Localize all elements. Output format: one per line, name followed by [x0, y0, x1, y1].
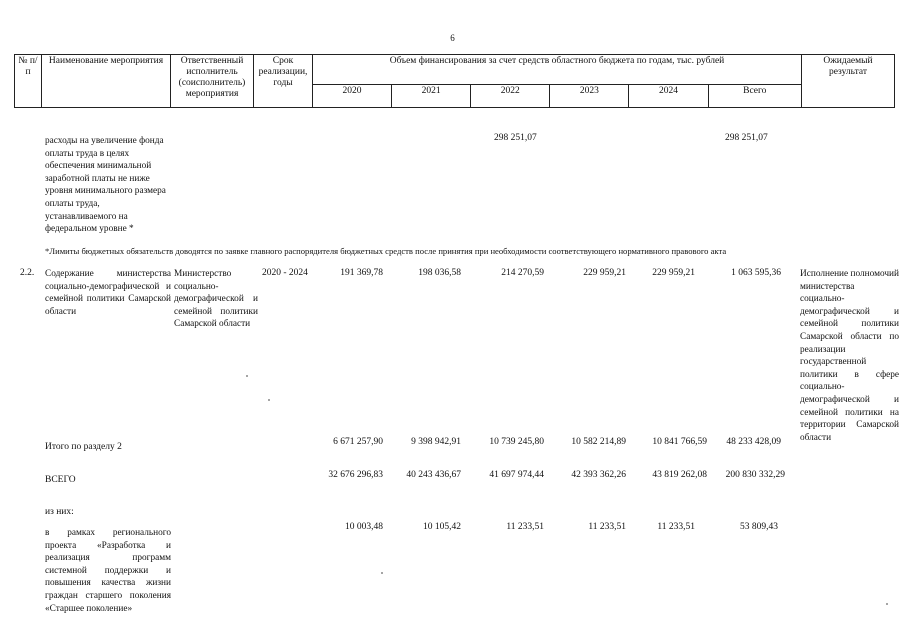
row-2-2-value-2024: 229 959,21 — [652, 268, 695, 278]
header-year-2021: 2021 — [392, 85, 471, 108]
vsego-value-2023: 42 393 362,26 — [571, 470, 626, 480]
regional-value-2023: 11 233,51 — [588, 522, 626, 532]
header-year-total: Всего — [708, 85, 801, 108]
vsego-value-total: 200 830 332,29 — [725, 470, 785, 480]
scan-speck — [268, 399, 270, 401]
header-executor: Ответственный исполнитель (соисполнитель) мероприятия — [171, 55, 254, 108]
row-2-2-value-2023: 229 959,21 — [583, 268, 626, 278]
vsego-value-2021: 40 243 436,67 — [406, 470, 461, 480]
scan-speck — [886, 603, 888, 605]
itogo-value-2020: 6 671 257,90 — [333, 437, 383, 447]
header-num: № п/п — [15, 55, 42, 108]
scan-speck — [381, 572, 383, 574]
expense-row-total: 298 251,07 — [725, 133, 768, 143]
regional-project-name: в рамках регионального проекта «Разработка и реализация программ системной поддержки и повышения качества жизни граждан старшего поколения «Старшее поколение» — [45, 528, 171, 614]
header-year-2022: 2022 — [471, 85, 550, 108]
row-2-2-value-total: 1 063 595,36 — [731, 268, 781, 278]
itogo-value-2021: 9 398 942,91 — [411, 437, 461, 447]
table-header — [14, 54, 895, 108]
row-2-2-period: 2020 - 2024 — [262, 268, 308, 278]
regional-value-2022: 11 233,51 — [506, 522, 544, 532]
header-funding: Объем финансирования за счет средств областного бюджета по годам, тыс. рублей — [313, 55, 802, 85]
row-2-2-executor: Министерство социально-демографической и семейной политики Самарской области — [174, 269, 258, 330]
scan-speck — [246, 375, 248, 377]
header-year-2020: 2020 — [313, 85, 392, 108]
row-2-2-number: 2.2. — [20, 268, 35, 278]
header-result: Ожидаемый результат — [802, 55, 895, 108]
header-period: Срок реализации, годы — [254, 55, 313, 108]
vsego-value-2020: 32 676 296,83 — [328, 470, 383, 480]
expense-row-name: расходы на увеличение фонда оплаты труда в целях обеспечения минимальной заработной платы не ниже уровня минимального размера оплаты труда, устанавливаемого на федеральном уровне * — [45, 136, 166, 235]
regional-value-2021: 10 105,42 — [423, 522, 461, 532]
regional-value-2024: 11 233,51 — [657, 522, 695, 532]
row-2-2-result: Исполнение полномочий министерства социально-демографической и семейной политики Самарской области по реализации государственной политики в сфере социально-демографической и семейной политики на территории Самарской области — [800, 269, 899, 443]
regional-value-2020: 10 003,48 — [345, 522, 383, 532]
vsego-label: ВСЕГО — [45, 475, 76, 485]
row-2-2-value-2021: 198 036,58 — [418, 268, 461, 278]
itogo-label: Итого по разделу 2 — [45, 442, 122, 452]
page-number: 6 — [450, 33, 455, 43]
row-2-2-value-2022: 214 270,59 — [501, 268, 544, 278]
expense-row-2022: 298 251,07 — [494, 133, 537, 143]
header-year-2023: 2023 — [550, 85, 629, 108]
regional-value-total: 53 809,43 — [740, 522, 778, 532]
vsego-value-2022: 41 697 974,44 — [489, 470, 544, 480]
row-2-2-name: Содержание министерства социально-демографической и семейной политики Самарской области — [45, 269, 171, 317]
vsego-value-2024: 43 819 262,08 — [652, 470, 707, 480]
iz-nikh-label: из них: — [45, 507, 74, 517]
itogo-value-2022: 10 739 245,80 — [489, 437, 544, 447]
footnote: *Лимиты бюджетных обязательств доводятся по заявке главного распорядителя бюджетных средств после принятия при необходимости соответствующего нормативного правового акта — [45, 246, 727, 256]
header-year-2024: 2024 — [629, 85, 708, 108]
row-2-2-value-2020: 191 369,78 — [340, 268, 383, 278]
itogo-value-2024: 10 841 766,59 — [652, 437, 707, 447]
itogo-value-2023: 10 582 214,89 — [571, 437, 626, 447]
itogo-value-total: 48 233 428,09 — [726, 437, 781, 447]
header-name: Наименование мероприятия — [42, 55, 171, 108]
